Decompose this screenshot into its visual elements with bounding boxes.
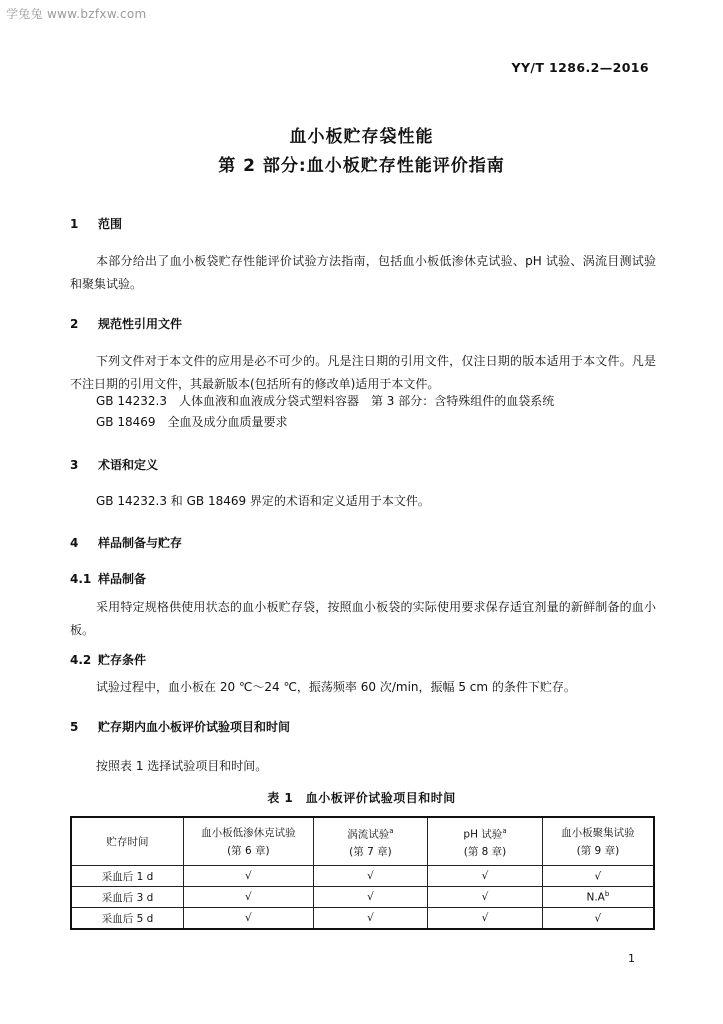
footnote-marker: b xyxy=(604,890,610,899)
table-cell: √ xyxy=(542,866,654,887)
table-cell-time: 采血后 3 d xyxy=(71,887,184,908)
section-title: 样品制备 xyxy=(98,572,147,586)
document-title: 血小板贮存袋性能 xyxy=(289,127,434,147)
table-header-cell: pH 试验$^a$ (第 8 章) xyxy=(428,817,543,866)
table-caption: 表 1 血小板评价试验项目和时间 xyxy=(267,791,456,805)
evaluation-paragraph: 按照表 1 选择试验项目和时间。 xyxy=(96,759,268,773)
section-title: 样品制备与贮存 xyxy=(98,536,183,550)
table-cell: √ xyxy=(313,866,428,887)
table-cell: √ xyxy=(184,887,314,908)
footnote-marker: a xyxy=(502,826,507,835)
evaluation-table xyxy=(70,816,655,930)
table-cell: √ xyxy=(542,908,654,930)
section-number: 2 xyxy=(70,317,79,331)
document-code: YY/T 1286.2—2016 xyxy=(511,60,649,75)
section-number: 4.1 xyxy=(70,572,92,586)
section-heading-terms xyxy=(70,456,158,473)
table-row xyxy=(71,908,654,930)
table-cell: √ xyxy=(428,908,543,930)
watermark: 学兔兔 www.bzfxw.com xyxy=(6,7,147,21)
table-cell: √ xyxy=(428,887,543,908)
references-paragraph: 下列文件对于本文件的应用是必不可少的。凡是注日期的引用文件，仅注日期的版本适用于本文件。凡是不注日期的引用文件，其最新版本(包括所有的修改单)适用于本文件。 xyxy=(70,354,656,391)
subsection-heading-storage-conditions xyxy=(70,651,146,668)
section-title: 贮存条件 xyxy=(98,653,147,667)
table-cell: √ xyxy=(313,908,428,930)
section-heading-evaluation xyxy=(70,718,290,735)
section-number: 4.2 xyxy=(70,653,92,667)
section-heading-scope xyxy=(70,215,122,232)
table-cell-time: 采血后 1 d xyxy=(71,866,184,887)
section-title: 范围 xyxy=(98,217,123,231)
table-header-cell: 贮存时间 xyxy=(71,817,184,866)
table-header-cell: 涡流试验$^a$ (第 7 章) xyxy=(313,817,428,866)
table-row xyxy=(71,887,654,908)
table-cell: √ xyxy=(428,866,543,887)
section-heading-normative-references xyxy=(70,315,182,332)
reference-item: GB 18469 全血及成分血质量要求 xyxy=(96,415,288,429)
terms-paragraph: GB 14232.3 和 GB 18469 界定的术语和定义适用于本文件。 xyxy=(96,494,430,508)
section-title: 规范性引用文件 xyxy=(98,317,183,331)
table-header-cell: 血小板聚集试验 (第 9 章) xyxy=(542,817,654,866)
sample-preparation-paragraph: 采用特定规格供使用状态的血小板贮存袋，按照血小板袋的实际使用要求保存适宜剂量的新鲜制备的血小板。 xyxy=(70,600,656,637)
footnote-marker: a xyxy=(389,826,394,835)
document-subtitle: 第 2 部分:血小板贮存性能评价指南 xyxy=(218,156,505,176)
table-cell: √ xyxy=(313,887,428,908)
scope-paragraph: 本部分给出了血小板袋贮存性能评价试验方法指南，包括血小板低渗休克试验、pH 试验、涡流目测试验和聚集试验。 xyxy=(70,254,656,291)
table-cell-time: 采血后 5 d xyxy=(71,908,184,930)
storage-conditions-paragraph: 试验过程中，血小板在 20 ℃～24 ℃，振荡频率 60 次/min，振幅 5 cm 的条件下贮存。 xyxy=(96,680,576,694)
page-number: 1 xyxy=(628,952,635,965)
table-header-cell: 血小板低渗休克试验 (第 6 章) xyxy=(184,817,314,866)
table-cell: √ xyxy=(184,866,314,887)
table-cell: √ xyxy=(184,908,314,930)
section-heading-sample xyxy=(70,534,182,551)
table-cell: $N.A^b$ xyxy=(542,887,654,908)
section-number: 4 xyxy=(70,536,79,550)
section-number: 3 xyxy=(70,458,79,472)
section-number: 5 xyxy=(70,720,79,734)
table-row xyxy=(71,866,654,887)
reference-item: GB 14232.3 人体血液和血液成分袋式塑料容器 第 3 部分：含特殊组件的血袋系统 xyxy=(96,394,555,408)
subsection-heading-sample-preparation xyxy=(70,570,146,587)
section-number: 1 xyxy=(70,217,79,231)
section-title: 术语和定义 xyxy=(98,458,159,472)
section-title: 贮存期内血小板评价试验项目和时间 xyxy=(98,720,291,734)
table-header-row xyxy=(71,817,654,866)
